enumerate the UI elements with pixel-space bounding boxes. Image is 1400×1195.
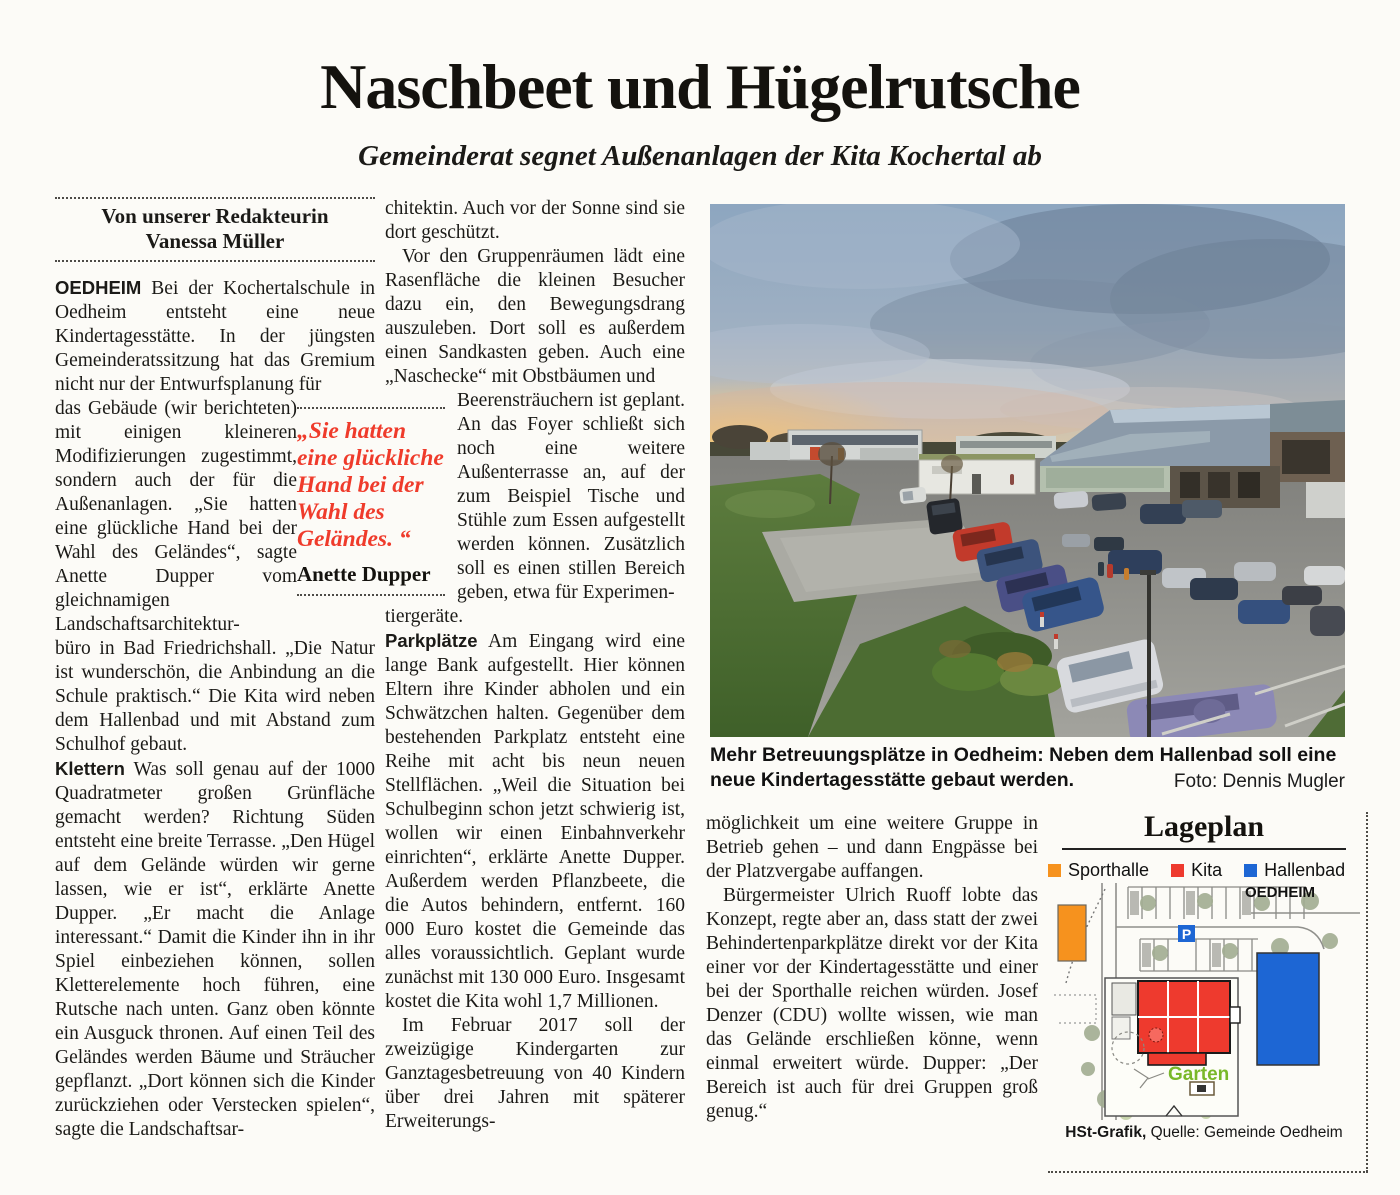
legend-item-kita	[1171, 860, 1222, 881]
map-town-label: OEDHEIM	[1244, 884, 1316, 901]
byline	[55, 199, 375, 260]
map-title: Lageplan	[1062, 810, 1346, 850]
paragraph-wrapped-around-quote	[457, 389, 685, 605]
article-headline: Naschbeet und Hügelrutsche	[320, 51, 1080, 122]
photo-caption-text: Mehr Betreuungsplätze in Oedheim: Neben dem Hallenbad soll eine neue Kindertagesstätte gebaut werden.	[710, 744, 1337, 791]
panel-border-bottom	[1048, 1171, 1368, 1173]
pull-quote-text: „Sie hatten eine glückliche Hand bei der Wahl des Geländes. “	[297, 418, 444, 552]
section-lead-in-klettern: Klettern	[55, 758, 125, 779]
paragraph-text: tiergeräte.	[385, 606, 464, 627]
paragraph-text: Was soll genau auf der 1000 Quadratmeter großen Grünfläche gemacht werden? Richtung Süden entsteht eine breite Terrasse. „Den Hügel auf dem Gelände würden wir gerne lassen, wie er ist“, erklärte Anette Dupper. „Er macht die Anlage interessant.“ Damit die Kinder ihn in ihr Spiel einbeziehen können, sollen Kletterelemente hoch führen, eine Rutsche nach unten. Ganz oben könnte ein Ausguck thronen. Auf einen Teil des Geländes werden Bäume und Sträucher gepflanzt. „Dort können sich die Kinder zurückziehen oder Verstecken spielen“, sagte die Landschaftsar-	[55, 759, 375, 1140]
aerial-photo	[710, 204, 1345, 737]
legend-item-hallenbad	[1244, 860, 1345, 881]
byline-rule-bottom	[55, 260, 375, 262]
text-column-2	[385, 197, 685, 1134]
paragraph	[55, 757, 375, 1142]
legend-item-sporthalle	[1048, 860, 1149, 881]
pull-quote-attribution: Anette Dupper	[297, 562, 431, 586]
section-lead-in-parkplaetze: Parkplätze	[385, 630, 478, 651]
text-column-1	[55, 197, 375, 1142]
paragraph-text: Vor den Gruppenräumen lädt eine Rasenfläche die kleinen Besucher dazu ein, den Bewegungsdrang auszuleben. Dort soll es außerdem einen Sandkasten geben. Auch eine „Naschecke“ mit Obstbäumen und	[385, 246, 685, 387]
site-map-panel	[1048, 810, 1360, 1142]
parking-sign-letter: P	[1181, 926, 1192, 942]
kita-color-swatch	[1171, 864, 1184, 877]
pull-quote	[297, 407, 445, 596]
flat-roof-building	[919, 454, 1035, 494]
paragraph	[706, 884, 1038, 1124]
paragraph	[385, 605, 685, 629]
paragraph-text: Bei der Kochertalschule in Oedheim entsteht eine neue Kindertagesstätte. In der jüngsten Gemeinderatssitzung hat das Gremium nicht nur der Entwurfsplanung für	[55, 278, 375, 395]
paragraph	[385, 1014, 685, 1134]
hallenbad-color-swatch	[1244, 864, 1257, 877]
paragraph	[385, 629, 685, 1014]
paragraph-text: das Gebäude (wir berichteten) mit einigen kleineren Modifizierungen zugestimmt, sondern auch der für die Außenanlagen. „Sie hatten eine glückliche Hand bei der Wahl des Geländes“, sagte Anette Dupper vom gleichnamigen Landschaftsarchitektur-	[55, 398, 297, 635]
map-hallenbad	[1257, 953, 1319, 1065]
legend-label: Sporthalle	[1068, 860, 1150, 880]
site-map-graphic	[1048, 883, 1360, 1120]
black-suv	[926, 498, 963, 535]
map-legend	[1048, 860, 1360, 881]
paragraph-text: Im Februar 2017 soll der zweizügige Kindergarten zur Ganztagesbetreuung von 40 Kindern über drei Jahren mit späterer Erweiterungs-	[385, 1015, 685, 1132]
paragraph-wrapped-around-quote	[55, 397, 297, 637]
map-garden-label: Garten	[1168, 1064, 1230, 1085]
paragraph-text: chitektin. Auch vor der Sonne sind sie dort geschützt.	[385, 198, 685, 243]
paragraph	[385, 197, 685, 245]
legend-label: Kita	[1191, 860, 1223, 880]
paragraph-text: Am Eingang wird eine lange Bank aufgestellt. Hier können Eltern ihre Kinder abholen und ein Schwätzchen halten. Gegenüber dem bestehenden Parkplatz entsteht eine Reihe mit acht bis neun neuen Stellflächen. „Weil die Situation bei Schulbeginn schon jetzt schwierig ist, wollen wir einen Einbahnverkehr einrichten“, erklärte Anette Dupper. Außerdem werden Pflanzbeete, die die Autos behindern, entfernt. 160 000 Euro kostet die Gemeinde das alles voraussichtlich. Geplant wurde zunächst mit 130 000 Euro. Insgesamt kostet die Kita wohl 1,7 Millionen.	[385, 631, 685, 1012]
photo-credit: Foto: Dennis Mugler	[1173, 771, 1345, 792]
panel-border-right	[1366, 812, 1368, 1172]
byline-role: Von unserer Redakteurin	[101, 204, 329, 228]
map-credit	[1048, 1124, 1360, 1142]
pull-quote-rule-top	[297, 407, 445, 409]
aerial-photo-graphic	[710, 204, 1345, 737]
parking-sign	[1178, 925, 1195, 942]
paragraph-text: Bürgermeister Ulrich Ruoff lobte das Konzept, regte aber an, dass statt der zwei Behindertenparkplätze direkt vor der Kita einer vor der Kindertagesstätte und einer bei der Sporthalle reichen würden. Josef Denzer (CDU) wollte wissen, wie man das Gelände erschließen könne, wenn einmal erweitert würde. Dupper: „Der Bereich ist auch für drei Gruppen groß genug.“	[706, 885, 1038, 1122]
text-column-3	[706, 812, 1038, 1124]
pull-quote-rule-bottom	[297, 594, 445, 596]
byline-author: Vanessa Müller	[145, 229, 285, 253]
paragraph-text: Beerensträuchern ist geplant. An das Foyer schließt sich noch eine weitere Außenterrasse an, auf der zum Beispiel Tische und Stühle zum Essen aufgestellt werden können. Zusätzlich soll es einen stillen Bereich geben, etwa für Experimen-	[457, 390, 685, 603]
paragraph	[385, 245, 685, 389]
sporthalle-color-swatch	[1048, 864, 1061, 877]
legend-label: Hallenbad	[1264, 860, 1346, 880]
location-lead-in: OEDHEIM	[55, 277, 142, 298]
paragraph	[55, 276, 375, 397]
paragraph-text: möglichkeit um eine weitere Gruppe in Betrieb gehen – und dann Engpässe bei der Platzvergabe auffangen.	[706, 813, 1038, 882]
paragraph	[706, 812, 1038, 884]
map-sporthalle	[1058, 905, 1086, 961]
photo-caption	[710, 743, 1345, 795]
map-credit-text: Quelle: Gemeinde Oedheim	[1146, 1124, 1343, 1141]
map-credit-source: HSt-Grafik,	[1065, 1124, 1147, 1141]
article-subheadline: Gemeinderat segnet Außenanlagen der Kita Kochertal ab	[358, 140, 1042, 172]
paragraph	[55, 637, 375, 757]
paragraph-text: büro in Bad Friedrichshall. „Die Natur ist wunderschön, die Anbindung an die Schule praktisch.“ Die Kita wird neben dem Hallenbad und mit Abstand zum Schulhof gebaut.	[55, 638, 375, 755]
